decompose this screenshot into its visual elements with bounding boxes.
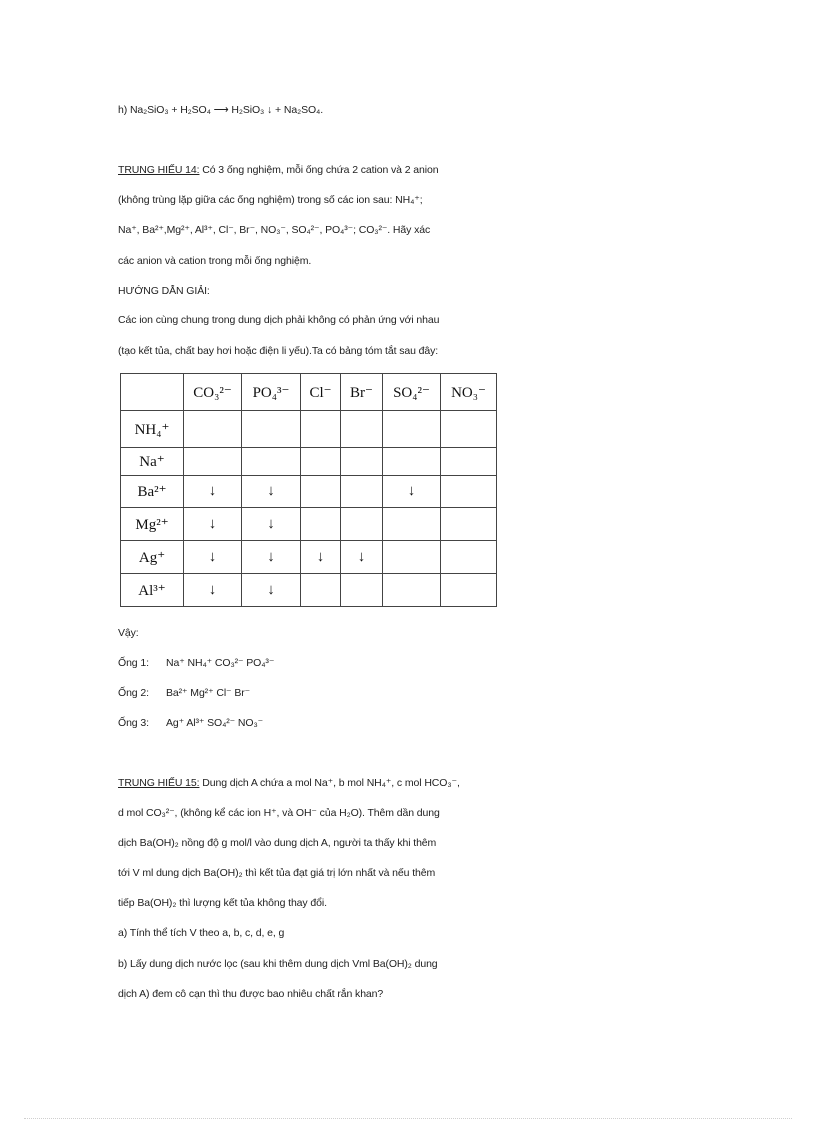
table-cell bbox=[184, 448, 242, 476]
cation-al: Al³⁺ bbox=[121, 574, 184, 607]
table-cell bbox=[341, 574, 383, 607]
tube-2-ions: Ba²⁺ Mg²⁺ Cl⁻ Br⁻ bbox=[166, 687, 251, 699]
question-a: a) Tính thể tích V theo a, b, c, d, e, g bbox=[118, 927, 285, 939]
tube-1-ions: Na⁺ NH₄⁺ CO₃²⁻ PO₄³⁻ bbox=[166, 657, 275, 669]
table-cell bbox=[441, 508, 497, 541]
table-header-so4: SO₄²⁻ bbox=[383, 374, 441, 411]
problem-14-line-3: Na⁺, Ba²⁺,Mg²⁺, Al³⁺, Cl⁻, Br⁻, NO₃⁻, SO₄²⁻, PO₄³⁻; CO₃²⁻. Hãy xác bbox=[118, 224, 431, 236]
guide-heading: HƯỚNG DẪN GIẢI: bbox=[118, 285, 210, 297]
table-row bbox=[121, 476, 497, 508]
table-cell bbox=[301, 574, 341, 607]
table-header-po4: PO₄³⁻ bbox=[242, 374, 301, 411]
question-b-line-1: b) Lấy dung dịch nước lọc (sau khi thêm dung dịch Vml Ba(OH)₂ dung bbox=[118, 958, 438, 970]
precipitate-arrow: ↓ bbox=[184, 508, 242, 541]
tube-2 bbox=[118, 687, 250, 699]
table-row bbox=[121, 448, 497, 476]
question-b-line-2: dịch A) đem cô cạn thì thu được bao nhiêu chất rắn khan? bbox=[118, 988, 384, 1000]
table-cell bbox=[242, 448, 301, 476]
tube-1 bbox=[118, 657, 274, 669]
table-cell bbox=[341, 411, 383, 448]
table-cell bbox=[301, 508, 341, 541]
table-cell bbox=[383, 508, 441, 541]
problem-15-heading: TRUNG HIẾU 15: bbox=[118, 777, 200, 789]
table-header-cl: Cl⁻ bbox=[301, 374, 341, 411]
tube-3-name: Ống 3: bbox=[118, 717, 149, 729]
table-cell bbox=[184, 411, 242, 448]
precipitate-arrow: ↓ bbox=[184, 476, 242, 508]
table-cell bbox=[242, 411, 301, 448]
tube-3 bbox=[118, 717, 263, 729]
table-cell bbox=[301, 411, 341, 448]
table-cell bbox=[441, 476, 497, 508]
table-header-co3: CO₃²⁻ bbox=[184, 374, 242, 411]
table-cell bbox=[383, 574, 441, 607]
guide-line-1: Các ion cùng chung trong dung dịch phải không có phản ứng với nhau bbox=[118, 314, 440, 326]
precipitate-arrow: ↓ bbox=[242, 508, 301, 541]
cation-nh4: NH₄⁺ bbox=[121, 411, 184, 448]
table-cell bbox=[441, 574, 497, 607]
problem-15-text: Dung dịch A chứa a mol Na⁺, b mol NH₄⁺, c mol HCO₃⁻, bbox=[199, 777, 460, 789]
problem-15-line-4: tới V ml dung dịch Ba(OH)₂ thì kết tủa đạt giá trị lớn nhất và nếu thêm bbox=[118, 867, 436, 879]
table-header-br: Br⁻ bbox=[341, 374, 383, 411]
precipitate-arrow: ↓ bbox=[242, 541, 301, 574]
table-cell bbox=[383, 448, 441, 476]
problem-14-line-2: (không trùng lặp giữa các ống nghiệm) trong số các ion sau: NH₄⁺; bbox=[118, 194, 423, 206]
conclusion-label: Vậy: bbox=[118, 627, 139, 639]
table-cell bbox=[301, 448, 341, 476]
precipitation-table bbox=[120, 373, 497, 607]
cation-na: Na⁺ bbox=[121, 448, 184, 476]
problem-15-line-1 bbox=[118, 777, 460, 789]
table-header-corner bbox=[121, 374, 184, 411]
guide-line-2: (tạo kết tủa, chất bay hơi hoặc điện li yếu).Ta có bảng tóm tắt sau đây: bbox=[118, 345, 439, 357]
problem-14-line-1 bbox=[118, 164, 438, 176]
problem-14-text: Có 3 ống nghiệm, mỗi ống chứa 2 cation và 2 anion bbox=[199, 164, 439, 176]
cation-ba: Ba²⁺ bbox=[121, 476, 184, 508]
cation-ag: Ag⁺ bbox=[121, 541, 184, 574]
table-cell bbox=[341, 508, 383, 541]
table-cell bbox=[301, 476, 341, 508]
problem-15-line-3: dịch Ba(OH)₂ nồng độ g mol/l vào dung dịch A, người ta thấy khi thêm bbox=[118, 837, 437, 849]
table-row bbox=[121, 574, 497, 607]
equation-h: h) Na₂SiO₃ + H₂SO₄ ⟶ H₂SiO₃ ↓ + Na₂SO₄. bbox=[118, 104, 324, 116]
precipitate-arrow: ↓ bbox=[184, 541, 242, 574]
problem-15-line-2: d mol CO₃²⁻, (không kể các ion H⁺, và OH⁻ của H₂O). Thêm dần dung bbox=[118, 807, 440, 819]
problem-14-line-4: các anion và cation trong mỗi ống nghiệm. bbox=[118, 255, 312, 267]
precipitate-arrow: ↓ bbox=[301, 541, 341, 574]
table-header-row bbox=[121, 374, 497, 411]
table-cell bbox=[341, 476, 383, 508]
cation-mg: Mg²⁺ bbox=[121, 508, 184, 541]
tube-3-ions: Ag⁺ Al³⁺ SO₄²⁻ NO₃⁻ bbox=[166, 717, 264, 729]
table-cell bbox=[441, 541, 497, 574]
problem-15-line-5: tiếp Ba(OH)₂ thì lượng kết tủa không thay đổi. bbox=[118, 897, 327, 909]
precipitate-arrow: ↓ bbox=[341, 541, 383, 574]
problem-14-heading: TRUNG HIẾU 14: bbox=[118, 164, 200, 176]
table-cell bbox=[341, 448, 383, 476]
table-cell bbox=[441, 448, 497, 476]
table-row bbox=[121, 541, 497, 574]
table-cell bbox=[383, 411, 441, 448]
precipitate-arrow: ↓ bbox=[383, 476, 441, 508]
tube-2-name: Ống 2: bbox=[118, 687, 149, 699]
table-row bbox=[121, 411, 497, 448]
precipitate-arrow: ↓ bbox=[242, 574, 301, 607]
precipitate-arrow: ↓ bbox=[242, 476, 301, 508]
page-bottom-rule bbox=[24, 1118, 792, 1119]
precipitate-arrow: ↓ bbox=[184, 574, 242, 607]
table-header-no3: NO₃⁻ bbox=[441, 374, 497, 411]
tube-1-name: Ống 1: bbox=[118, 657, 149, 669]
table-row bbox=[121, 508, 497, 541]
table-cell bbox=[441, 411, 497, 448]
table-cell bbox=[383, 541, 441, 574]
